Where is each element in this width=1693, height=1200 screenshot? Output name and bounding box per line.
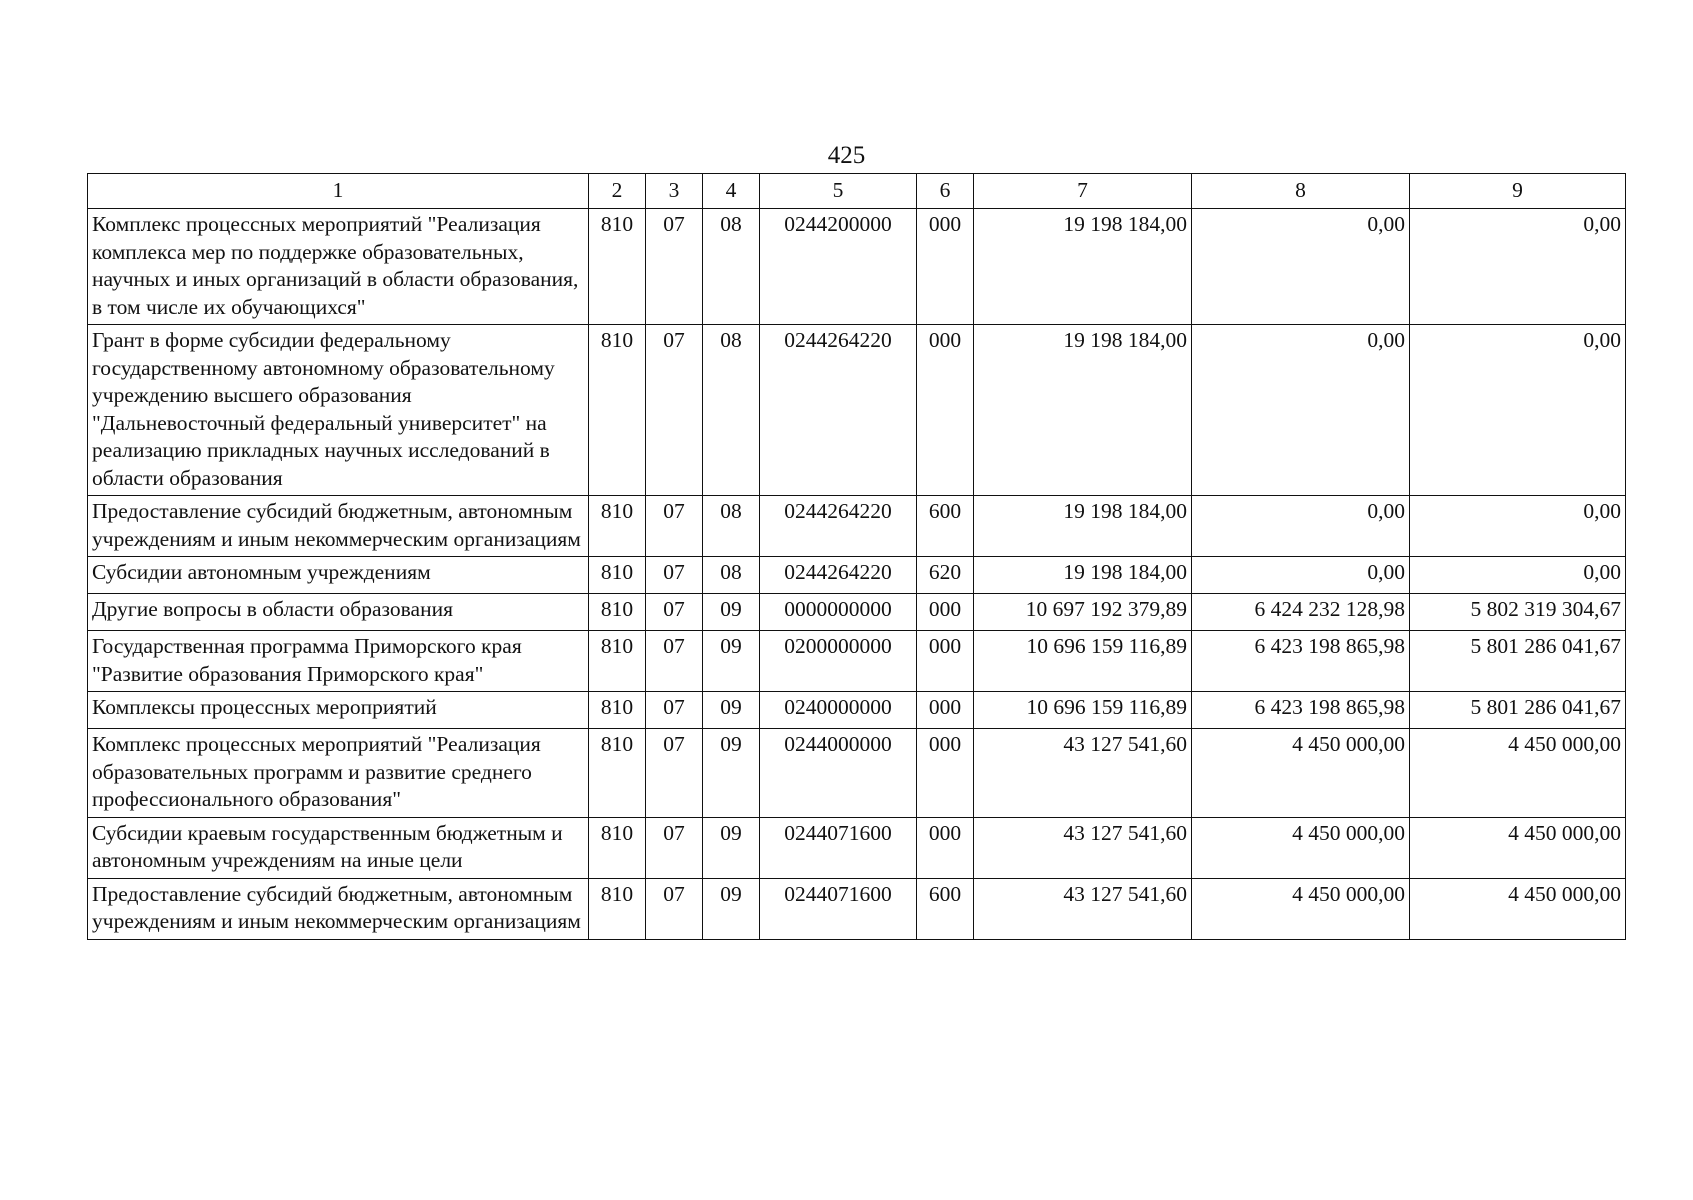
- row-name: Комплексы процессных мероприятий: [88, 692, 589, 729]
- code-expense-type: 000: [917, 729, 974, 818]
- code-target: 0240000000: [760, 692, 917, 729]
- code-expense-type: 000: [917, 631, 974, 692]
- code-expense-type: 600: [917, 496, 974, 557]
- code-section: 07: [646, 496, 703, 557]
- code-target: 0244200000: [760, 209, 917, 325]
- code-subsection: 08: [703, 325, 760, 496]
- table-row: [88, 594, 1626, 631]
- code-subsection: 09: [703, 729, 760, 818]
- code-ved: 810: [589, 878, 646, 939]
- code-section: 07: [646, 594, 703, 631]
- amount-col-9: 4 450 000,00: [1410, 729, 1626, 818]
- page-number: 425: [827, 142, 866, 169]
- row-name: Комплекс процессных мероприятий "Реализация образовательных программ и развитие среднего профессионального образования": [88, 729, 589, 818]
- code-target: 0244264220: [760, 496, 917, 557]
- code-target: 0000000000: [760, 594, 917, 631]
- header-cell-8: 8: [1192, 174, 1410, 209]
- code-subsection: 09: [703, 878, 760, 939]
- amount-col-7: 43 127 541,60: [974, 729, 1192, 818]
- code-target: 0244264220: [760, 557, 917, 594]
- table-row: [88, 496, 1626, 557]
- amount-col-8: 0,00: [1192, 209, 1410, 325]
- code-target: 0244000000: [760, 729, 917, 818]
- row-name: Другие вопросы в области образования: [88, 594, 589, 631]
- code-section: 07: [646, 878, 703, 939]
- amount-col-9: 4 450 000,00: [1410, 878, 1626, 939]
- code-section: 07: [646, 325, 703, 496]
- code-section: 07: [646, 729, 703, 818]
- table-row: [88, 817, 1626, 878]
- code-subsection: 08: [703, 557, 760, 594]
- amount-col-7: 10 696 159 116,89: [974, 631, 1192, 692]
- row-name: Государственная программа Приморского края "Развитие образования Приморского края": [88, 631, 589, 692]
- amount-col-7: 19 198 184,00: [974, 557, 1192, 594]
- header-cell-9: 9: [1410, 174, 1626, 209]
- code-expense-type: 620: [917, 557, 974, 594]
- header-cell-7: 7: [974, 174, 1192, 209]
- amount-col-8: 0,00: [1192, 496, 1410, 557]
- header-cell-3: 3: [646, 174, 703, 209]
- header-row: [88, 174, 1626, 209]
- code-subsection: 09: [703, 692, 760, 729]
- amount-col-7: 19 198 184,00: [974, 325, 1192, 496]
- amount-col-8: 6 423 198 865,98: [1192, 631, 1410, 692]
- code-expense-type: 000: [917, 209, 974, 325]
- table-row: [88, 557, 1626, 594]
- table-row: [88, 878, 1626, 939]
- code-section: 07: [646, 209, 703, 325]
- table-row: [88, 209, 1626, 325]
- amount-col-7: 19 198 184,00: [974, 209, 1192, 325]
- code-target: 0244071600: [760, 878, 917, 939]
- row-name: Субсидии краевым государственным бюджетным и автономным учреждениям на иные цели: [88, 817, 589, 878]
- amount-col-8: 0,00: [1192, 325, 1410, 496]
- code-expense-type: 000: [917, 594, 974, 631]
- row-name: Грант в форме субсидии федеральному государственному автономному образовательному учреждению высшего образования "Дальневосточный федеральный университет" на реализацию прикладных научных исследований в области образования: [88, 325, 589, 496]
- header-cell-1: 1: [88, 174, 589, 209]
- code-subsection: 09: [703, 594, 760, 631]
- header-cell-4: 4: [703, 174, 760, 209]
- row-name: Предоставление субсидий бюджетным, автономным учреждениям и иным некоммерческим организациям: [88, 878, 589, 939]
- code-ved: 810: [589, 594, 646, 631]
- amount-col-9: 0,00: [1410, 496, 1626, 557]
- code-subsection: 09: [703, 631, 760, 692]
- table-row: [88, 692, 1626, 729]
- amount-col-8: 4 450 000,00: [1192, 729, 1410, 818]
- code-expense-type: 600: [917, 878, 974, 939]
- code-ved: 810: [589, 631, 646, 692]
- table-row: [88, 325, 1626, 496]
- code-ved: 810: [589, 692, 646, 729]
- amount-col-7: 10 697 192 379,89: [974, 594, 1192, 631]
- row-name: Субсидии автономным учреждениям: [88, 557, 589, 594]
- amount-col-7: 43 127 541,60: [974, 878, 1192, 939]
- code-ved: 810: [589, 209, 646, 325]
- amount-col-7: 19 198 184,00: [974, 496, 1192, 557]
- code-ved: 810: [589, 729, 646, 818]
- table-row: [88, 631, 1626, 692]
- code-expense-type: 000: [917, 325, 974, 496]
- code-ved: 810: [589, 557, 646, 594]
- code-subsection: 09: [703, 817, 760, 878]
- amount-col-9: 0,00: [1410, 209, 1626, 325]
- amount-col-9: 5 801 286 041,67: [1410, 631, 1626, 692]
- code-ved: 810: [589, 325, 646, 496]
- code-ved: 810: [589, 496, 646, 557]
- row-name: Комплекс процессных мероприятий "Реализация комплекса мер по поддержке образовательных, научных и иных организаций в области образования, в том числе их обучающихся": [88, 209, 589, 325]
- code-target: 0244071600: [760, 817, 917, 878]
- code-section: 07: [646, 631, 703, 692]
- code-ved: 810: [589, 817, 646, 878]
- amount-col-8: 6 423 198 865,98: [1192, 692, 1410, 729]
- code-target: 0244264220: [760, 325, 917, 496]
- code-expense-type: 000: [917, 817, 974, 878]
- amount-col-7: 10 696 159 116,89: [974, 692, 1192, 729]
- code-section: 07: [646, 557, 703, 594]
- amount-col-9: 5 802 319 304,67: [1410, 594, 1626, 631]
- amount-col-8: 6 424 232 128,98: [1192, 594, 1410, 631]
- code-subsection: 08: [703, 496, 760, 557]
- amount-col-8: 4 450 000,00: [1192, 878, 1410, 939]
- code-expense-type: 000: [917, 692, 974, 729]
- code-section: 07: [646, 692, 703, 729]
- row-name: Предоставление субсидий бюджетным, автономным учреждениям и иным некоммерческим организациям: [88, 496, 589, 557]
- code-target: 0200000000: [760, 631, 917, 692]
- amount-col-7: 43 127 541,60: [974, 817, 1192, 878]
- amount-col-9: 0,00: [1410, 325, 1626, 496]
- amount-col-9: 0,00: [1410, 557, 1626, 594]
- code-subsection: 08: [703, 209, 760, 325]
- amount-col-9: 5 801 286 041,67: [1410, 692, 1626, 729]
- header-cell-2: 2: [589, 174, 646, 209]
- code-section: 07: [646, 817, 703, 878]
- amount-col-8: 0,00: [1192, 557, 1410, 594]
- table-row: [88, 729, 1626, 818]
- budget-table: [87, 173, 1626, 940]
- amount-col-9: 4 450 000,00: [1410, 817, 1626, 878]
- header-cell-6: 6: [917, 174, 974, 209]
- amount-col-8: 4 450 000,00: [1192, 817, 1410, 878]
- header-cell-5: 5: [760, 174, 917, 209]
